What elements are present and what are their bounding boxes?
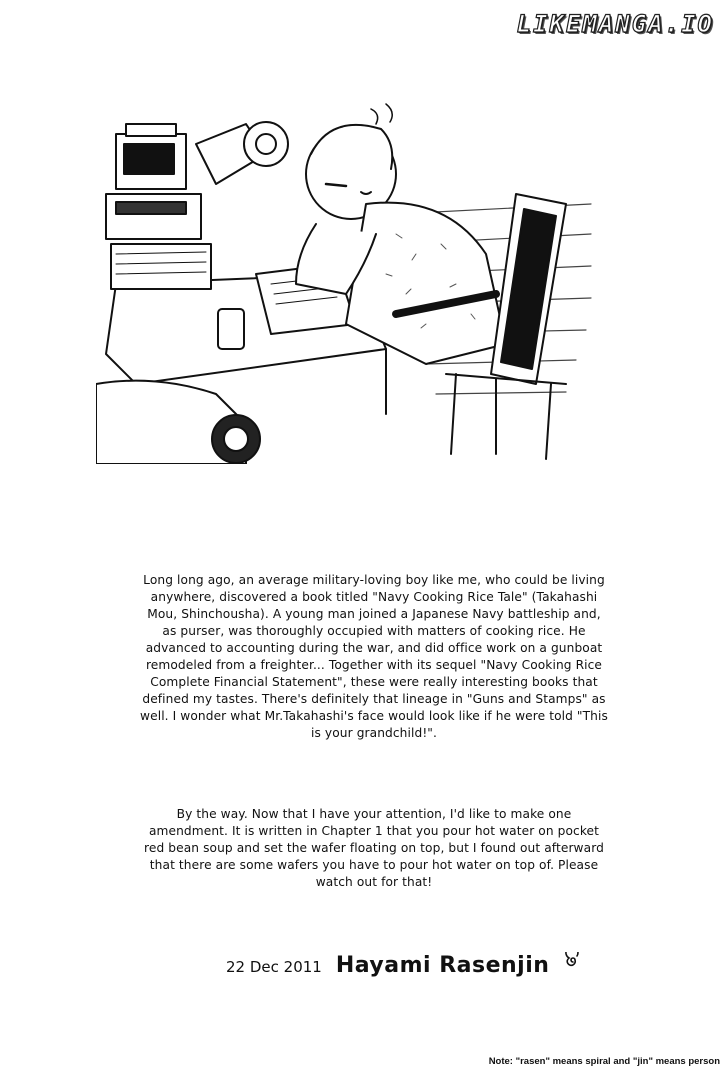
signature-name: Hayami Rasenjin	[335, 953, 550, 978]
site-watermark: LIKEMANGA.IO	[516, 10, 714, 38]
signature-date: 22 Dec 2011	[226, 958, 322, 976]
author-signature	[226, 952, 646, 978]
spiral-icon	[563, 952, 583, 972]
afterword-paragraph-2: By the way. Now that I have your attention, I'd like to make one amendment. It is written in Chapter 1 that you pour hot water on pocket red bean soup and set the wafer floating on top, but I found out afterward that there are some wafers you have to pour hot water on top of. Please watch out for that!	[144, 807, 604, 889]
afterword-paragraph-1: Long long ago, an average military-loving boy like me, who could be living anywhere, discovered a book titled "Navy Cooking Rice Tale" (Takahashi Mou, Shinchousha). A young man joined a Japanese Navy battleship and, as purser, was thoroughly occupied with matters of cooking rice. He advanced to accounting during the war, and did office work on a gunboat remodeled from a freighter... Together with its sequel "Navy Cooking Rice Complete Financial Statement", these were really interesting books that defined my tastes. There's definitely that lineage in "Guns and Stamps" as well. I wonder what Mr.Takahashi's face would look like if he were told "This is your grandchild!".	[140, 573, 608, 740]
translator-note: Note: "rasen" means spiral and "jin" means person	[488, 1056, 720, 1067]
sleeping-boy-at-desk-illustration	[96, 84, 596, 464]
